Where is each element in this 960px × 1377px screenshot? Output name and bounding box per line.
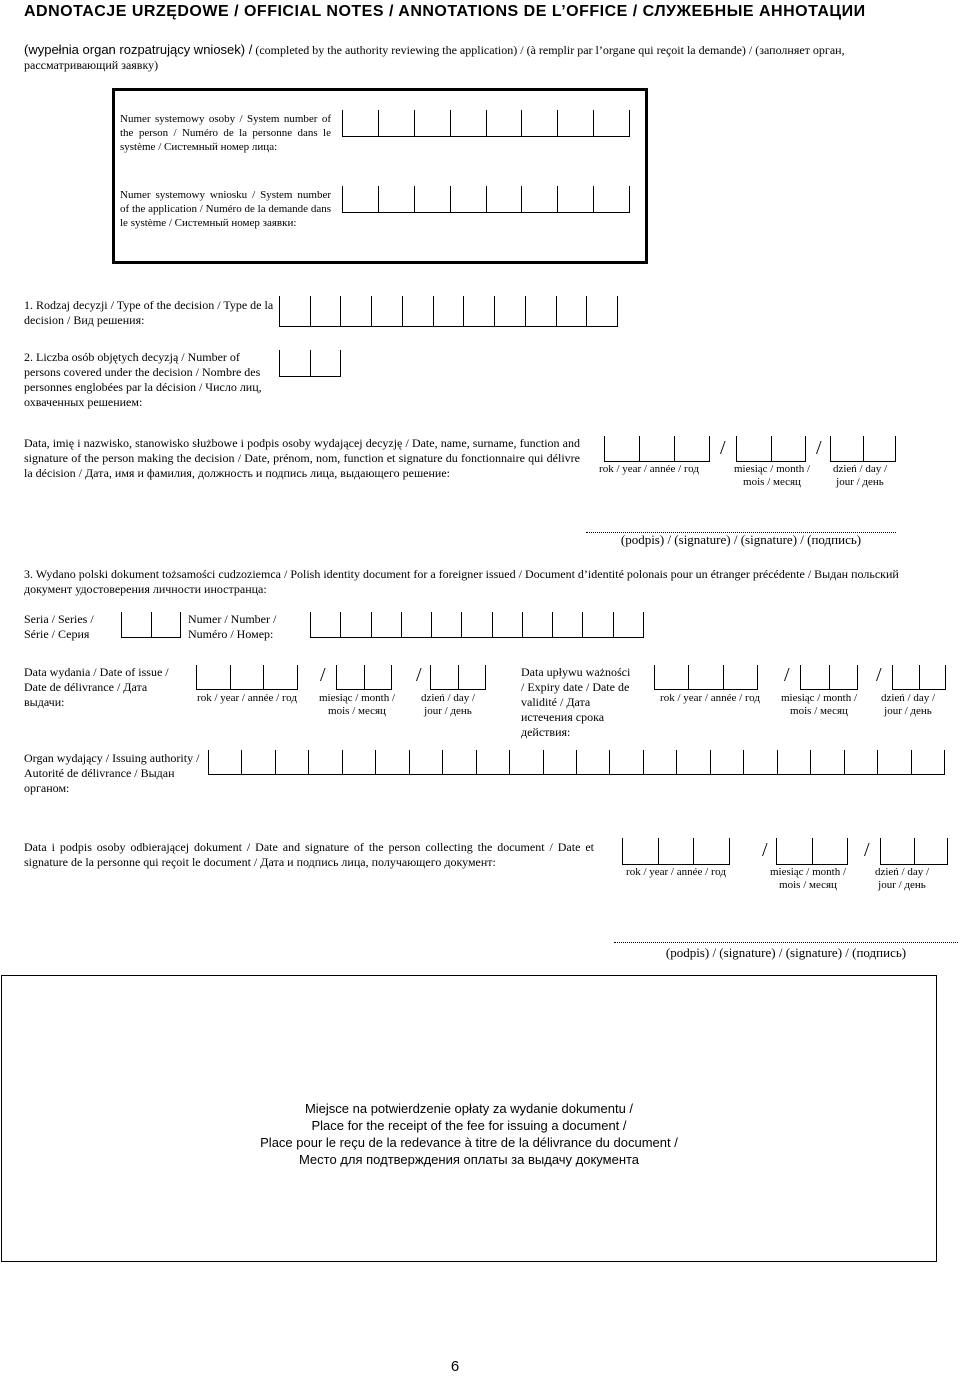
- date-separator: /: [320, 664, 326, 686]
- fee-line-pl: Miejsce na potwierdzenie opłaty za wydanie dokumentu /: [304, 1101, 634, 1116]
- day-caption: dzień / day / jour / день: [874, 866, 930, 891]
- date-separator: /: [864, 839, 870, 861]
- day-caption: dzień / day / jour / день: [880, 692, 936, 717]
- document-number-field[interactable]: [310, 612, 644, 638]
- page-subtitle: [24, 42, 936, 73]
- month-caption: miesiąc / month / mois / месяц: [769, 866, 847, 891]
- issue-day-cells[interactable]: [430, 665, 486, 690]
- date-separator: /: [784, 664, 790, 686]
- collection-label: Data i podpis osoby odbierającej dokument / Date and signature of the person collecting the document / Date et signature de la personne qui reçoit le document / Дата и подпись лица, получающего документ:: [24, 840, 594, 869]
- subtitle-main: (wypełnia organ rozpatrujący wniosek) /: [24, 42, 253, 57]
- month-caption: miesiąc / month / mois / месяц: [318, 692, 396, 717]
- date-separator: /: [876, 664, 882, 686]
- persons-count-field[interactable]: [279, 350, 341, 377]
- decision-day-cells[interactable]: [830, 436, 896, 462]
- number-label: Numer / Number / Numéro / Номер:: [188, 612, 277, 641]
- year-caption: rok / year / année / год: [599, 463, 699, 475]
- day-caption: dzień / day / jour / день: [832, 463, 888, 488]
- collection-year-cells[interactable]: [622, 838, 730, 865]
- page-title: ADNOTACJE URZĘDOWE / OFFICIAL NOTES / ANNOTATIONS DE L’OFFICE / СЛУЖЕБНЫЕ АННОТАЦИИ: [24, 3, 866, 20]
- year-caption: rok / year / année / год: [660, 692, 760, 704]
- decision-month-cells[interactable]: [736, 436, 806, 462]
- fee-line-ru: Место для подтверждения оплаты за выдачу документа: [298, 1152, 640, 1167]
- issue-month-cells[interactable]: [336, 665, 392, 690]
- series-field[interactable]: [121, 612, 181, 638]
- issue-date-label: Data wydania / Date of issue / Date de délivrance / Дата выдачи:: [24, 665, 169, 709]
- expiry-date-label: Data upływu ważności / Expiry date / Date de validité / Дата истечения срока действия:: [521, 665, 631, 739]
- collection-month-cells[interactable]: [776, 838, 848, 865]
- series-label: Seria / Series / Série / Серия: [24, 612, 94, 641]
- expiry-year-cells[interactable]: [654, 665, 758, 690]
- person-number-label: Numer systemowy osoby / System number of the person / Numéro de la personne dans le système / Системный номер лица:: [120, 113, 331, 153]
- person-number-field[interactable]: [342, 110, 630, 137]
- date-separator: /: [816, 437, 822, 459]
- month-caption: miesiąc / month / mois / месяц: [733, 463, 811, 488]
- expiry-day-cells[interactable]: [892, 665, 946, 690]
- decision-type-field[interactable]: [279, 296, 618, 327]
- collection-signature-caption: (podpis) / (signature) / (signature) / (подпись): [665, 945, 907, 960]
- expiry-month-cells[interactable]: [800, 665, 858, 690]
- collection-day-cells[interactable]: [880, 838, 948, 865]
- authority-label: Organ wydający / Issuing authority / Autorité de délivrance / Выдан органом:: [24, 751, 200, 795]
- document-section-label: 3. Wydano polski dokument tożsamości cudzoziemca / Polish identity document for a foreigner issued / Document d’identité polonais pour un étranger précédente / Выдан польский документ удостоверения личности иностранца:: [24, 567, 899, 596]
- collection-signature-line[interactable]: [614, 942, 958, 943]
- persons-count-label: 2. Liczba osób objętych decyzją / Number of persons covered under the decision / Nombre des personnes englobées par la décision / Число лиц, охваченных решением:: [24, 350, 262, 409]
- fee-receipt-text: [1, 1100, 937, 1168]
- decision-year-cells[interactable]: [604, 436, 710, 462]
- date-separator: /: [762, 839, 768, 861]
- application-number-field[interactable]: [342, 186, 630, 213]
- authority-field[interactable]: [208, 750, 945, 775]
- page-number: 6: [450, 1358, 460, 1375]
- month-caption: miesiąc / month / mois / месяц: [780, 692, 858, 717]
- decision-signature-caption: (podpis) / (signature) / (signature) / (подпись): [620, 532, 862, 547]
- subtitle-rest: (completed by the authority reviewing the application) / (à remplir par l’organe qui reçoit la demande) / (заполняет орган, рассматривающий заявку): [24, 43, 845, 72]
- application-number-label: Numer systemowy wniosku / System number of the application / Numéro de la demande dans le système / Системный номер заявки:: [120, 189, 331, 229]
- decision-signatory-label: Data, imię i nazwisko, stanowisko służbowe i podpis osoby wydającej decyzję / Date, name, surname, function and signature of the person making the decision / Date, prénom, nom, function et signature du fonctionnaire qui délivre la décision / Дата, имя и фамилия, должность и подпись лица, выдающего решение:: [24, 436, 580, 480]
- date-separator: /: [720, 437, 726, 459]
- fee-line-fr: Place pour le reçu de la redevance à titre de la délivrance du document /: [260, 1135, 678, 1150]
- year-caption: rok / year / année / год: [626, 866, 726, 878]
- decision-type-label: 1. Rodzaj decyzji / Type of the decision / Type de la decision / Вид решения:: [24, 298, 274, 327]
- date-separator: /: [416, 664, 422, 686]
- fee-line-en: Place for the receipt of the fee for issuing a document /: [311, 1118, 627, 1133]
- year-caption: rok / year / année / год: [197, 692, 297, 704]
- issue-year-cells[interactable]: [196, 665, 298, 690]
- day-caption: dzień / day / jour / день: [420, 692, 476, 717]
